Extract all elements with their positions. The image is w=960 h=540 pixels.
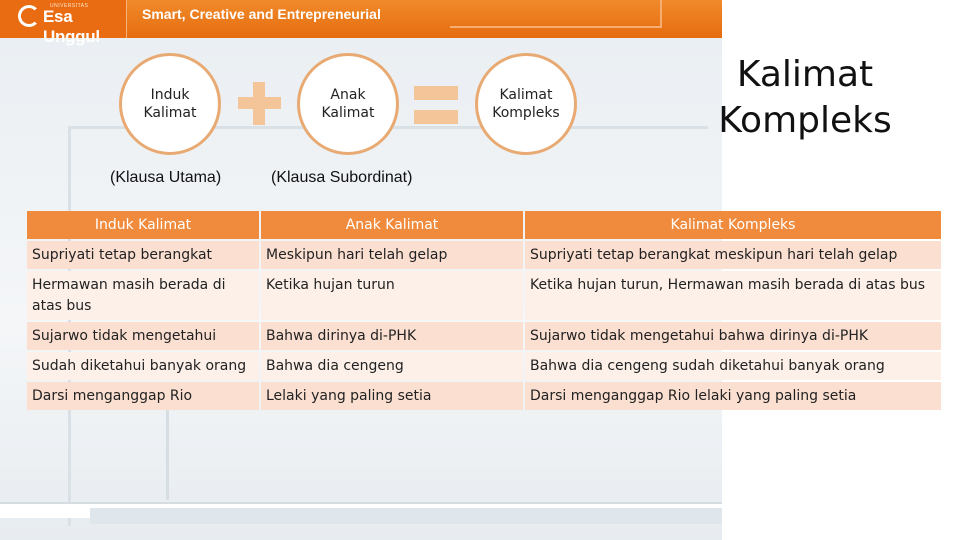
table-row	[27, 322, 941, 350]
circle-kalimat-kompleks	[475, 53, 577, 155]
logo-text: Esa Unggul	[43, 7, 100, 46]
header-frame	[450, 0, 662, 28]
table-row	[27, 352, 941, 380]
equals-icon	[414, 86, 458, 100]
column-header: Induk Kalimat	[27, 211, 259, 239]
table-cell: Sujarwo tidak mengetahui	[27, 322, 259, 350]
table-row	[27, 241, 941, 269]
examples-table	[25, 209, 943, 412]
header-bar	[0, 0, 722, 46]
decorative-line	[166, 398, 169, 500]
table-cell: Hermawan masih berada di atas bus	[27, 271, 259, 320]
plus-icon-bar	[238, 97, 281, 109]
column-header: Anak Kalimat	[261, 211, 523, 239]
clause-subordinat-label: (Klausa Subordinat)	[271, 169, 413, 186]
circle-anak-kalimat	[297, 53, 399, 155]
equals-icon-bar	[414, 110, 458, 124]
table-cell: Bahwa dia cengeng	[261, 352, 523, 380]
circle-label: Induk Kalimat	[143, 87, 197, 121]
table-cell: Ketika hujan turun, Hermawan masih berada di atas bus	[525, 271, 941, 320]
bottom-line	[90, 508, 722, 524]
logo-small-text: UNIVERSITAS	[50, 3, 89, 9]
circle-label: Anak Kalimat	[321, 87, 375, 121]
table-cell: Sujarwo tidak mengetahui bahwa dirinya di-PHK	[525, 322, 941, 350]
table-row	[27, 271, 941, 320]
table-cell: Sudah diketahui banyak orang	[27, 352, 259, 380]
table-cell: Meskipun hari telah gelap	[261, 241, 523, 269]
table-cell: Supriyati tetap berangkat meskipun hari telah gelap	[525, 241, 941, 269]
table-cell: Darsi menganggap Rio lelaki yang paling setia	[525, 382, 941, 410]
clause-utama-label: (Klausa Utama)	[110, 169, 222, 186]
page-title: Kalimat Kompleks	[718, 54, 892, 141]
column-header: Kalimat Kompleks	[525, 211, 941, 239]
tagline: Smart, Creative and Entrepreneurial	[142, 6, 381, 22]
table-header-row	[27, 211, 941, 239]
table-cell: Bahwa dia cengeng sudah diketahui banyak orang	[525, 352, 941, 380]
table-cell: Lelaki yang paling setia	[261, 382, 523, 410]
table-row	[27, 382, 941, 410]
logo-icon	[18, 5, 40, 27]
logo	[0, 0, 127, 46]
table-cell: Ketika hujan turun	[261, 271, 523, 320]
table-cell: Bahwa dirinya di-PHK	[261, 322, 523, 350]
circle-induk-kalimat	[119, 53, 221, 155]
table-cell: Supriyati tetap berangkat	[27, 241, 259, 269]
circle-label: Kalimat Kompleks	[492, 87, 560, 121]
table-cell: Darsi menganggap Rio	[27, 382, 259, 410]
